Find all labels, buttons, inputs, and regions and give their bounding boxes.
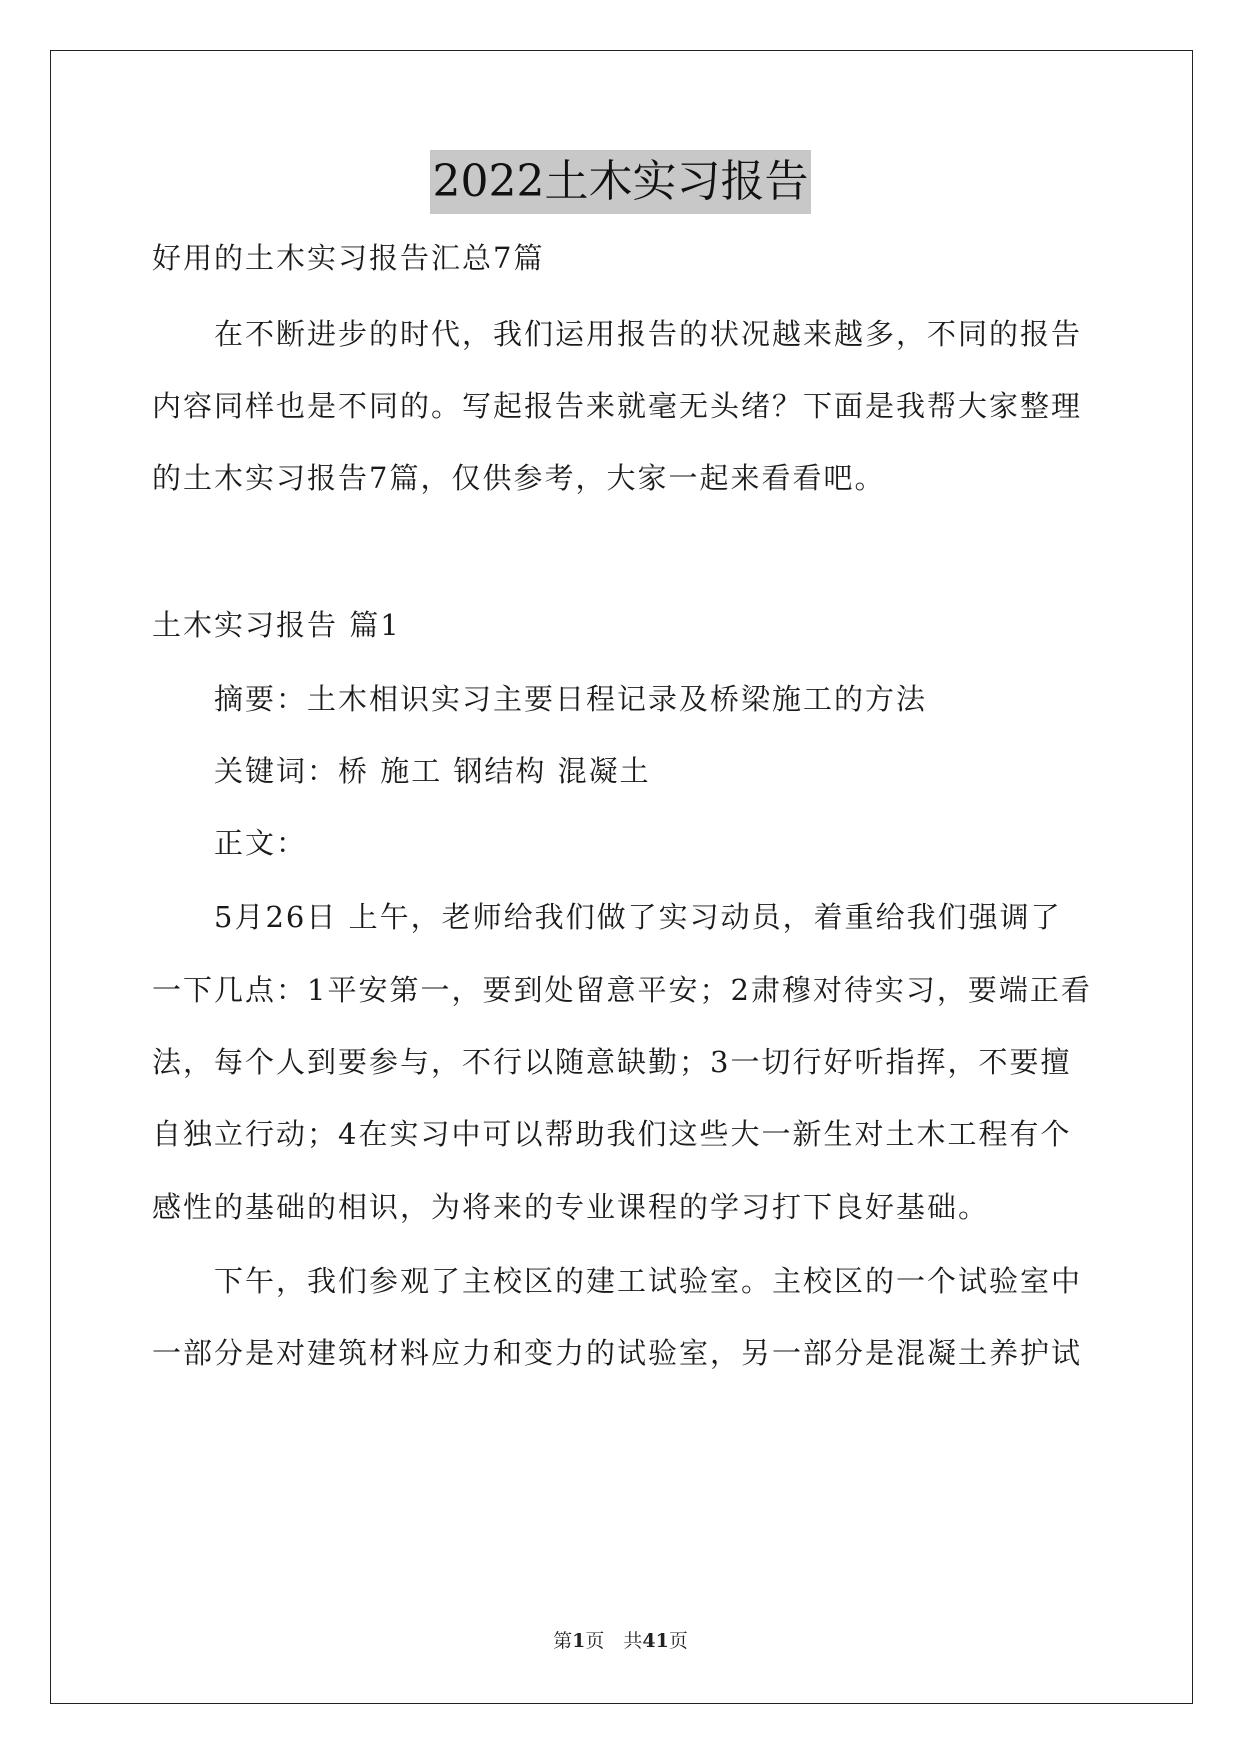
paragraph-line: 一下几点：1平安第一，要到处留意平安；2肃穆对待实习，要端正看 <box>152 973 1092 1007</box>
body-label: 正文： <box>214 826 308 860</box>
section-heading: 土木实习报告 篇1 <box>152 608 401 642</box>
title-block <box>0 150 1241 214</box>
document-subtitle: 好用的土木实习报告汇总7篇 <box>152 241 545 275</box>
intro-line: 的土木实习报告7篇，仅供参考，大家一起来看看吧。 <box>152 461 886 495</box>
paragraph-line: 法，每个人到要参与，不行以随意缺勤；3一切行好听指挥，不要擅 <box>152 1045 1072 1079</box>
paragraph-line: 下午，我们参观了主校区的建工试验室。主校区的一个试验室中 <box>214 1264 1083 1298</box>
intro-line: 内容同样也是不同的。写起报告来就毫无头绪？下面是我帮大家整理 <box>152 389 1083 423</box>
footer-prefix: 第 <box>553 1630 573 1652</box>
footer-mid: 页 共 <box>585 1630 643 1652</box>
paragraph-line: 感性的基础的相识，为将来的专业课程的学习打下良好基础。 <box>152 1190 990 1224</box>
paragraph-line: 自独立行动；4在实习中可以帮助我们这些大一新生对土木工程有个 <box>152 1117 1072 1151</box>
paragraph-line: 5月26日 上午，老师给我们做了实习动员，着重给我们强调了 <box>214 900 1062 934</box>
keywords-line: 关键词：桥 施工 钢结构 混凝土 <box>214 754 651 788</box>
page-footer <box>0 1628 1241 1654</box>
abstract-line: 摘要：土木相识实习主要日程记录及桥梁施工的方法 <box>214 682 928 716</box>
page-border <box>50 50 1193 1704</box>
document-title: 2022土木实习报告 <box>430 150 812 214</box>
intro-line: 在不断进步的时代，我们运用报告的状况越来越多，不同的报告 <box>214 317 1083 351</box>
current-page-number: 1 <box>572 1630 586 1652</box>
footer-suffix: 页 <box>668 1630 688 1652</box>
paragraph-line: 一部分是对建筑材料应力和变力的试验室，另一部分是混凝土养护试 <box>152 1336 1083 1370</box>
total-page-number: 41 <box>642 1630 669 1652</box>
